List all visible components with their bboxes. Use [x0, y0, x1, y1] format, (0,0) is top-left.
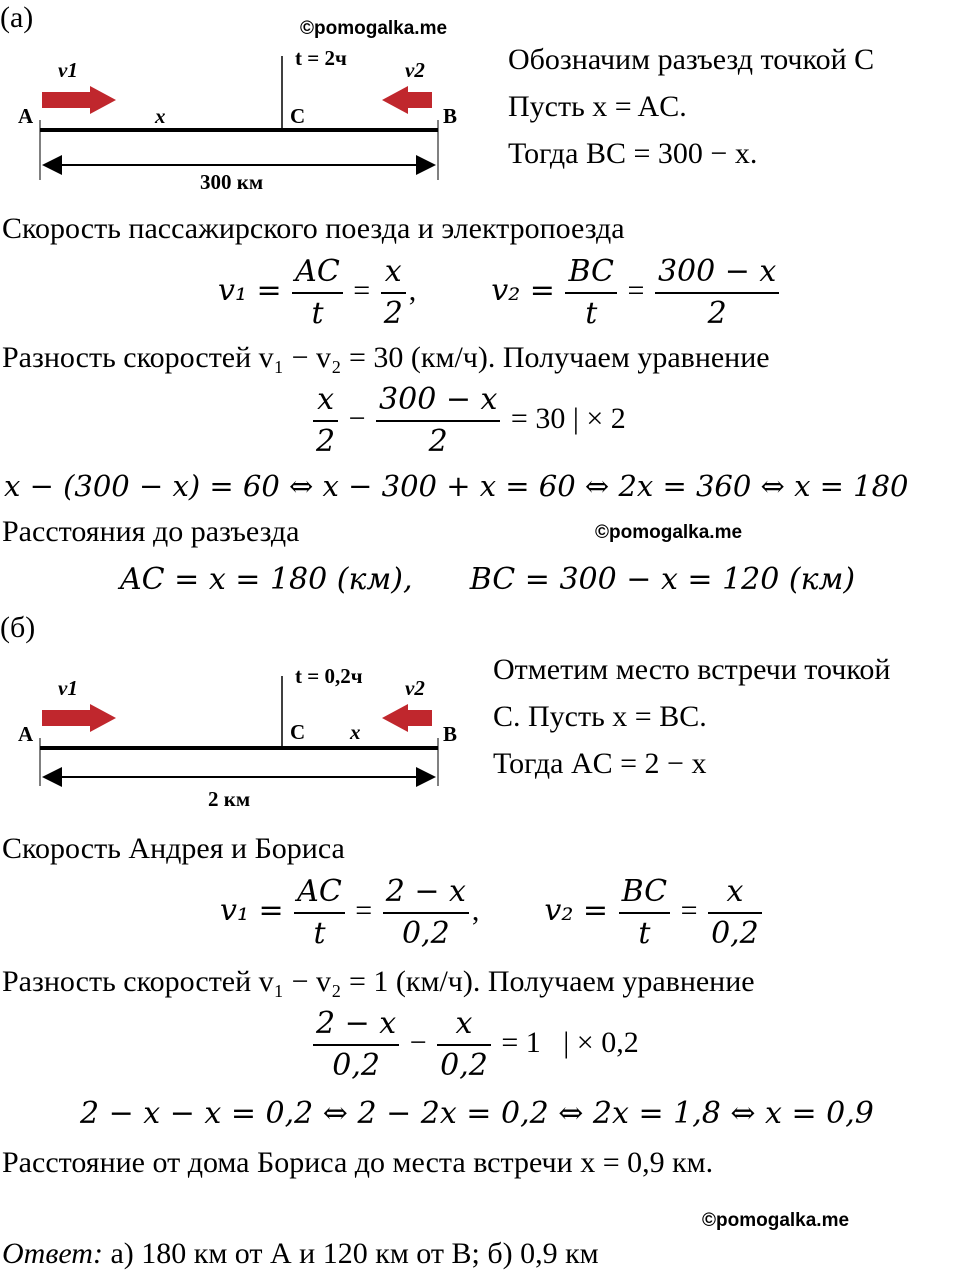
point-b-label: B — [443, 104, 458, 128]
distance-label: 300 км — [200, 170, 264, 194]
watermark: ©pomogalka.me — [300, 18, 448, 39]
answer-label: Ответ: — [2, 1237, 103, 1270]
answer — [2, 1236, 599, 1272]
side-text-line-2: C. Пусть x = BC. — [493, 700, 707, 733]
speed-difference-text: Разность скоростей v₁ − v₂ = 1 (км/ч). Получаем уравнение — [2, 965, 755, 998]
distance-result: AC = x = 180 (км), BC = 300 − x = 120 (км) — [120, 562, 856, 597]
distance-label: 2 км — [208, 787, 251, 811]
speed-formula: v₁ = $\frac{AC}{t}$ = $\frac{2 - x}{0,2}$ , v₂ = $\frac{BC}{t}$ = $\frac{x}{0,2}$ — [220, 872, 765, 954]
result-text: Расстояние от дома Бориса до места встречи x = 0,9 км. — [2, 1146, 714, 1179]
watermark: ©pomogalka.me — [595, 522, 743, 543]
arrow-left-icon — [382, 86, 432, 114]
watermark: ©pomogalka.me — [702, 1210, 850, 1231]
side-text-line-1: Отметим место встречи точкой — [493, 653, 891, 686]
time-label: t = 0,2ч — [295, 664, 363, 688]
part-b-label: (б) — [0, 611, 36, 644]
point-a-label: A — [18, 104, 34, 128]
solution-line: 2 − x − x = 0,2 ⇔ 2 − 2x = 0,2 ⇔ 2x = 1,8 ⇔ x = 0,9 — [80, 1096, 874, 1131]
point-c-label: C — [290, 104, 306, 128]
arrow-right-icon — [42, 704, 116, 732]
v2-label: v2 — [405, 58, 425, 82]
arrow-left-icon — [382, 704, 432, 732]
x-label: x — [155, 104, 166, 128]
side-text-line-2: Пусть x = AC. — [508, 90, 687, 123]
v1-label: v1 — [58, 676, 78, 700]
equation: $\frac{x}{2}$ − $\frac{300 - x}{2}$ = 30 | × 2 — [310, 380, 626, 462]
side-text-line-3: Тогда BC = 300 − x. — [508, 137, 758, 170]
v2-label: v2 — [405, 676, 425, 700]
v1-label: v1 — [58, 58, 78, 82]
speed-formula: v₁ = $\frac{AC}{t}$ = $\frac{x}{2}$ , v₂ = $\frac{BC}{t}$ = $\frac{300 - x}{2}$ — [218, 252, 782, 334]
arrow-right-icon — [42, 86, 116, 114]
point-a-label: A — [18, 722, 34, 746]
speed-difference-text: Разность скоростей v₁ − v₂ = 30 (км/ч). Получаем уравнение — [2, 341, 770, 374]
distance-intro: Расстояния до разъезда — [2, 515, 300, 548]
speed-intro: Скорость Андрея и Бориса — [2, 832, 345, 865]
point-b-label: B — [443, 722, 458, 746]
time-label: t = 2ч — [295, 46, 347, 70]
point-c-label: C — [290, 720, 306, 744]
solution-line: x − (300 − x) = 60 ⇔ x − 300 + x = 60 ⇔ 2x = 360 ⇔ x = 180 — [4, 469, 909, 503]
equation: $\frac{2 - x}{0,2}$ − $\frac{x}{0,2}$ = 1 | × 0,2 — [310, 1004, 639, 1086]
side-text-line-3: Тогда AC = 2 − x — [493, 747, 707, 780]
side-text-line-1: Обозначим разъезд точкой C — [508, 43, 875, 76]
answer-text: а) 180 км от А и 120 км от В; б) 0,9 км — [102, 1237, 599, 1270]
x-label: x — [350, 720, 361, 744]
speed-intro: Скорость пассажирского поезда и электропоезда — [2, 212, 625, 245]
part-a-label: (а) — [0, 1, 34, 34]
